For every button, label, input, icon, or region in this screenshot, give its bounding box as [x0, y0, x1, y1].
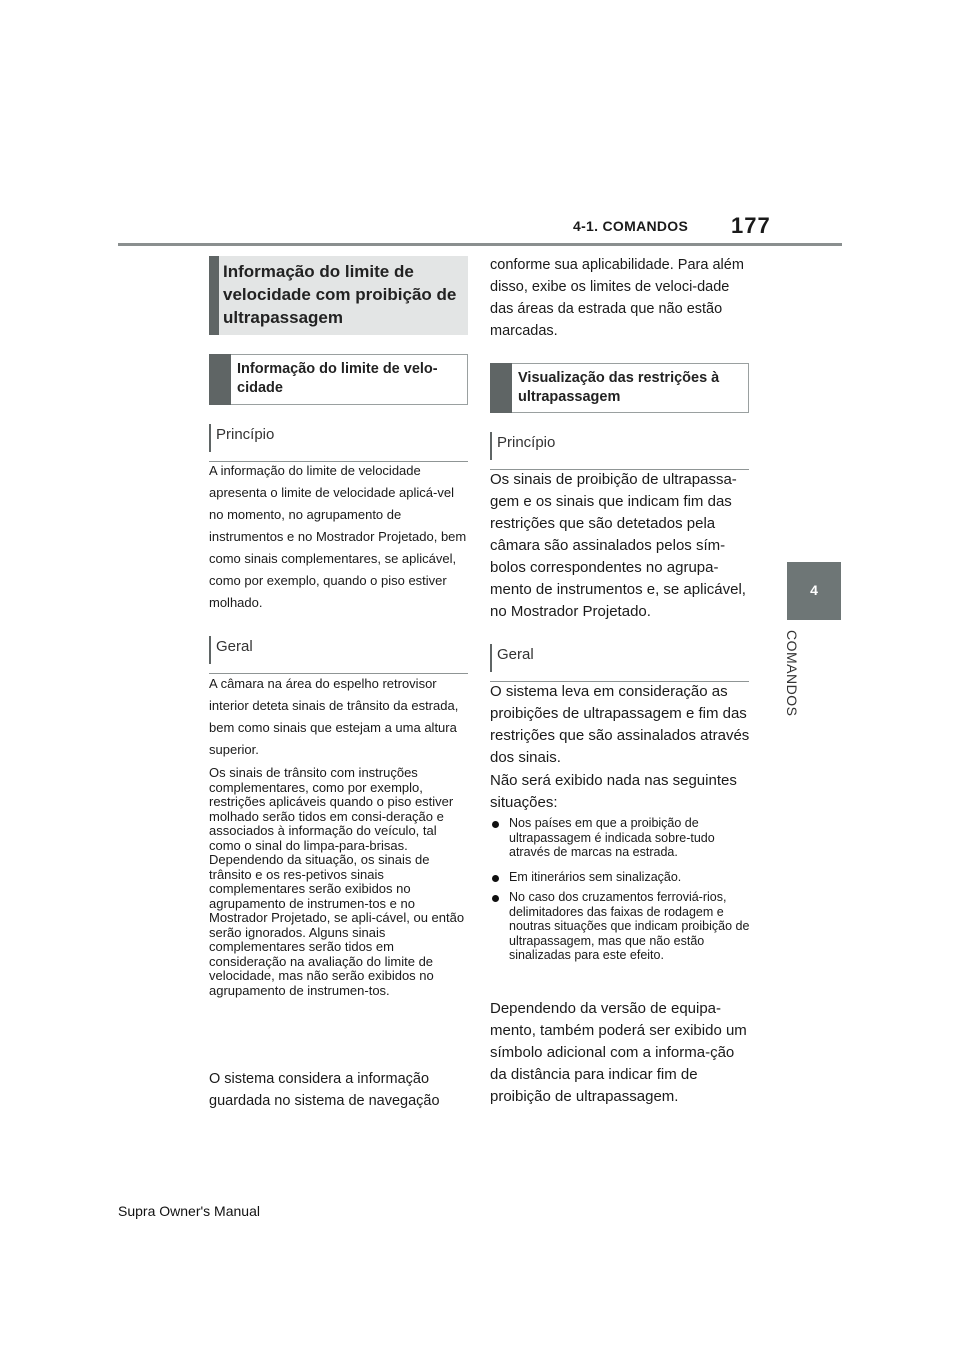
list-item-text: No caso dos cruzamentos ferroviá-rios, delimitadores das faixas de rodagem e noutras situações que indicam proibição de ultrapassagem, mas que não estão sinalizadas para este efeito. — [509, 890, 750, 962]
list-item-text: Nos países em que a proibição de ultrapassagem é indicada sobre-tudo através de marcas na estrada. — [509, 816, 715, 859]
chapter-label-text: COMANDOS — [784, 630, 800, 717]
chapter-number: 4 — [810, 582, 818, 598]
minor-heading-principio-right — [490, 432, 749, 472]
minor-heading-text: Geral — [497, 646, 534, 663]
heading-accent-bar — [209, 256, 219, 335]
list-item — [492, 816, 754, 860]
minor-heading-bar — [490, 432, 492, 460]
paragraph-continuation: conforme sua aplicabilidade. Para além disso, exibe os limites de veloci-dade das áreas da estrada que não estão marcadas. — [490, 257, 744, 339]
page-number: 177 — [731, 213, 771, 238]
subheading-speed-limit: Informação do limite de velo-cidade — [237, 361, 438, 396]
minor-heading-text: Geral — [216, 638, 253, 655]
paragraph-geral-left-2: Os sinais de trânsito com instruções complementares, como por exemplo, restrições aplicáveis quando o piso estiver molhado serão tidos em consi-deração e associados à informação do veículo, tal como o sinal do limpa-para-brisas. Dependendo da situação, os sinais de trânsito e os res-petivos sinais complementares serão exibidos no agrupamento de instrumen-tos e no Mostrador Projetado, se apli-cável, ou então serão ignorados. Alguns sinais complementares serão tidos em consideração na avaliação do limite de velocidade, mas não serão exibidos no agrupamento de instrumen-tos. — [209, 765, 465, 998]
minor-heading-principio-left — [209, 424, 468, 464]
list-item — [492, 870, 754, 885]
minor-heading-text: Princípio — [497, 434, 556, 451]
bullet-icon — [492, 821, 499, 828]
paragraph-closing: Dependendo da versão de equipa-mento, também poderá ser exibido um símbolo adicional com a informa-ção da distância para indicar fim de proibição de ultrapassagem. — [490, 1000, 747, 1105]
minor-heading-bar — [209, 424, 211, 452]
header-rule — [118, 243, 842, 246]
minor-heading-bar — [209, 636, 211, 664]
paragraph-geral-right-2: Não será exibido nada nas seguintes situações: — [490, 772, 737, 811]
footer-text: Supra Owner's Manual — [118, 1203, 260, 1219]
section-title: 4-1. COMANDOS — [573, 218, 689, 234]
subheading-overtaking: Visualização das restrições à ultrapassagem — [518, 370, 720, 405]
subheading-box-speed-limit — [209, 354, 468, 405]
paragraph-geral-left-3: O sistema considera a informação guardada no sistema de navegação — [209, 1071, 440, 1109]
main-heading: Informação do limite de velocidade com proibição de ultrapassagem — [223, 262, 457, 327]
list-item — [492, 890, 754, 963]
minor-heading-geral-right — [490, 644, 749, 684]
subheading-accent-bar — [209, 354, 231, 405]
minor-heading-text: Princípio — [216, 426, 275, 443]
paragraph-geral-right-1: O sistema leva em consideração as proibições de ultrapassagem e fim das restrições que são assinalados através dos sinais. — [490, 683, 750, 766]
minor-heading-bar — [490, 644, 492, 672]
minor-heading-geral-left — [209, 636, 468, 676]
bullet-icon — [492, 875, 499, 882]
paragraph-geral-left-1: A câmara na área do espelho retrovisor interior deteta sinais de trânsito da estrada, bem como sinais que estejam a uma altura superior. — [209, 676, 459, 757]
list-item-text: Em itinerários sem sinalização. — [509, 870, 682, 884]
chapter-label — [782, 630, 806, 730]
subheading-accent-bar — [490, 363, 512, 413]
paragraph-principio-left: A informação do limite de velocidade apresenta o limite de velocidade aplicá-vel no momento, no agrupamento de instrumentos e no Mostrador Projetado, bem como sinais complementares, se aplicável, como por exemplo, quando o piso estiver molhado. — [209, 463, 467, 610]
main-heading-box — [209, 256, 468, 335]
paragraph-principio-right: Os sinais de proibição de ultrapassa-gem e os sinais que indicam fim das restrições que são detetados pela câmara são assinalados pelos sím-bolos correspondentes no agrupa-mento de instrumentos e, se aplicável, no Mostrador Projetado. — [490, 471, 746, 620]
bullet-icon — [492, 895, 499, 902]
subheading-box-overtaking — [490, 363, 749, 413]
